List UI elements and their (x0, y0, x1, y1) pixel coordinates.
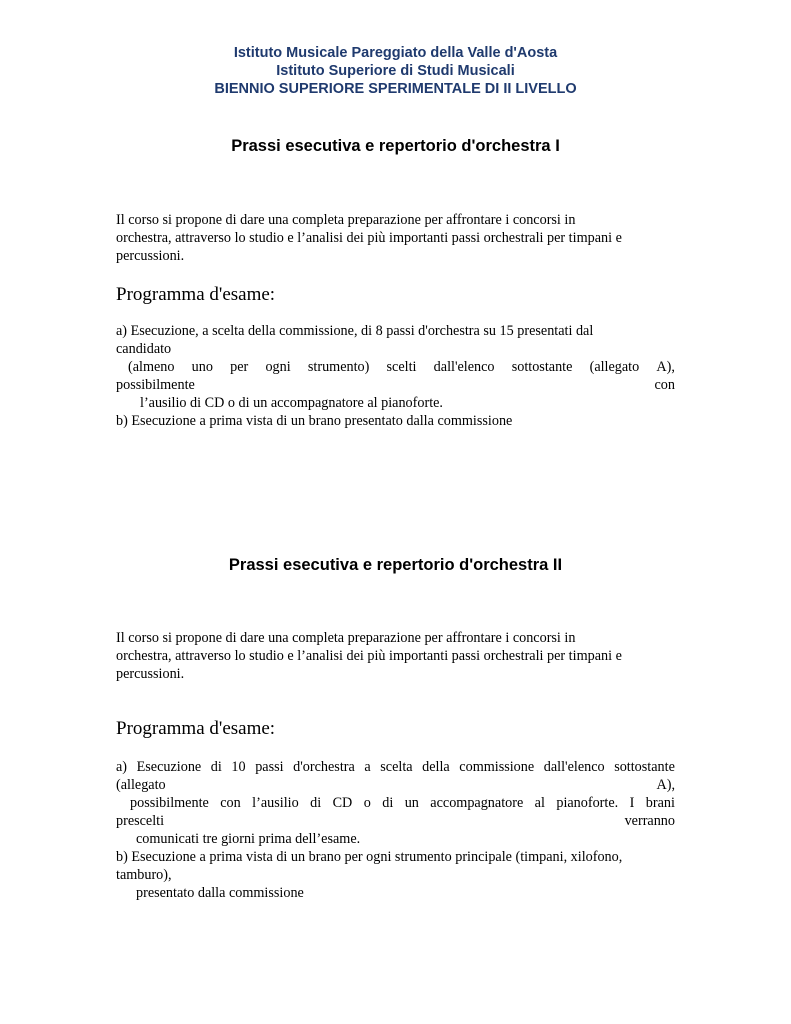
institution-header (0, 44, 791, 98)
section2-item-a-line-5: comunicati tre giorni prima dell’esame. (136, 831, 361, 847)
word: con (654, 377, 675, 393)
word: scelti (386, 359, 417, 375)
word: CD (332, 795, 353, 811)
word: di (310, 795, 322, 811)
section1-title: Prassi esecutiva e repertorio d'orchestra I (231, 137, 560, 155)
word: scelta (380, 759, 413, 775)
word: prescelti (116, 813, 165, 829)
word: A), (656, 359, 675, 375)
section2-item-b-line-2: tamburo), (116, 867, 172, 883)
word: uno (191, 359, 213, 375)
section1-item-b-line-1: b) Esecuzione a prima vista di un brano presentato dalla commissione (116, 413, 513, 429)
word: possibilmente (130, 795, 209, 811)
header-line-2: Istituto Superiore di Studi Musicali (276, 63, 515, 79)
word: sottostante (614, 759, 675, 775)
section2-item-b-line-1: b) Esecuzione a prima vista di un brano per ogni strumento principale (timpani, xilofono, (116, 849, 623, 865)
word: a) (116, 759, 128, 775)
word: al (534, 795, 545, 811)
word: d'orchestra (293, 759, 355, 775)
section1-intro (116, 211, 675, 265)
section2-item-a-line-1 (116, 758, 675, 776)
word: I (629, 795, 635, 811)
word: per (230, 359, 249, 375)
word: strumento) (307, 359, 370, 375)
section1-item-a-line-2: candidato (116, 341, 172, 357)
word: di (382, 795, 394, 811)
section2-item-a-line-3 (130, 794, 675, 812)
section1-item-a-line-3 (128, 358, 675, 376)
section2-intro-line-3: percussioni. (116, 666, 185, 682)
word: dall'elenco (543, 759, 605, 775)
section1-intro-line-2: orchestra, attraverso lo studio e l’analisi dei più importanti passi orchestrali per timpani e (116, 230, 622, 246)
header-line-3: BIENNIO SUPERIORE SPERIMENTALE DI II LIVELLO (214, 81, 577, 97)
section2-item-a-line-2 (116, 776, 675, 794)
section1-intro-line-3: percussioni. (116, 248, 185, 264)
section2-intro-line-1: Il corso si propone di dare una completa preparazione per affrontare i concorsi in (116, 630, 576, 646)
word: ogni (265, 359, 291, 375)
section1-item-a-line-5: l’ausilio di CD o di un accompagnatore al pianoforte. (140, 395, 443, 411)
word: possibilmente (116, 377, 195, 393)
word: a (364, 759, 371, 775)
section2-intro-line-2: orchestra, attraverso lo studio e l’analisi dei più importanti passi orchestrali per timpani e (116, 648, 622, 664)
section1-program-title: Programma d'esame: (116, 284, 276, 305)
section2-title: Prassi esecutiva e repertorio d'orchestra II (228, 556, 563, 574)
word: 10 (231, 759, 246, 775)
word: (almeno (128, 359, 175, 375)
section1-item-a-line-1: a) Esecuzione, a scelta della commissione, di 8 passi d'orchestra su 15 presentati dal (116, 323, 594, 339)
word: con (220, 795, 241, 811)
word: l’ausilio (252, 795, 299, 811)
word: un (404, 795, 419, 811)
word: dall'elenco (433, 359, 495, 375)
section2-item-b-line-3: presentato dalla commissione (136, 885, 304, 901)
word: commissione (459, 759, 535, 775)
word: A), (656, 777, 675, 793)
word: (allegato (116, 777, 166, 793)
word: verranno (624, 813, 675, 829)
section2-intro (116, 629, 675, 683)
word: sottostante (511, 359, 573, 375)
word: Esecuzione (136, 759, 202, 775)
word: della (422, 759, 450, 775)
section1-intro-line-1: Il corso si propone di dare una completa preparazione per affrontare i concorsi in (116, 212, 576, 228)
section1-item-a-line-4 (116, 376, 675, 394)
word: o (363, 795, 371, 811)
word: pianoforte. (556, 795, 619, 811)
word: brani (645, 795, 675, 811)
section2-program-title: Programma d'esame: (116, 718, 276, 739)
header-line-1: Istituto Musicale Pareggiato della Valle d'Aosta (233, 45, 558, 61)
word: accompagnatore (430, 795, 524, 811)
section2-item-a-line-4 (116, 812, 675, 830)
word: di (210, 759, 222, 775)
word: (allegato (589, 359, 640, 375)
word: passi (255, 759, 284, 775)
